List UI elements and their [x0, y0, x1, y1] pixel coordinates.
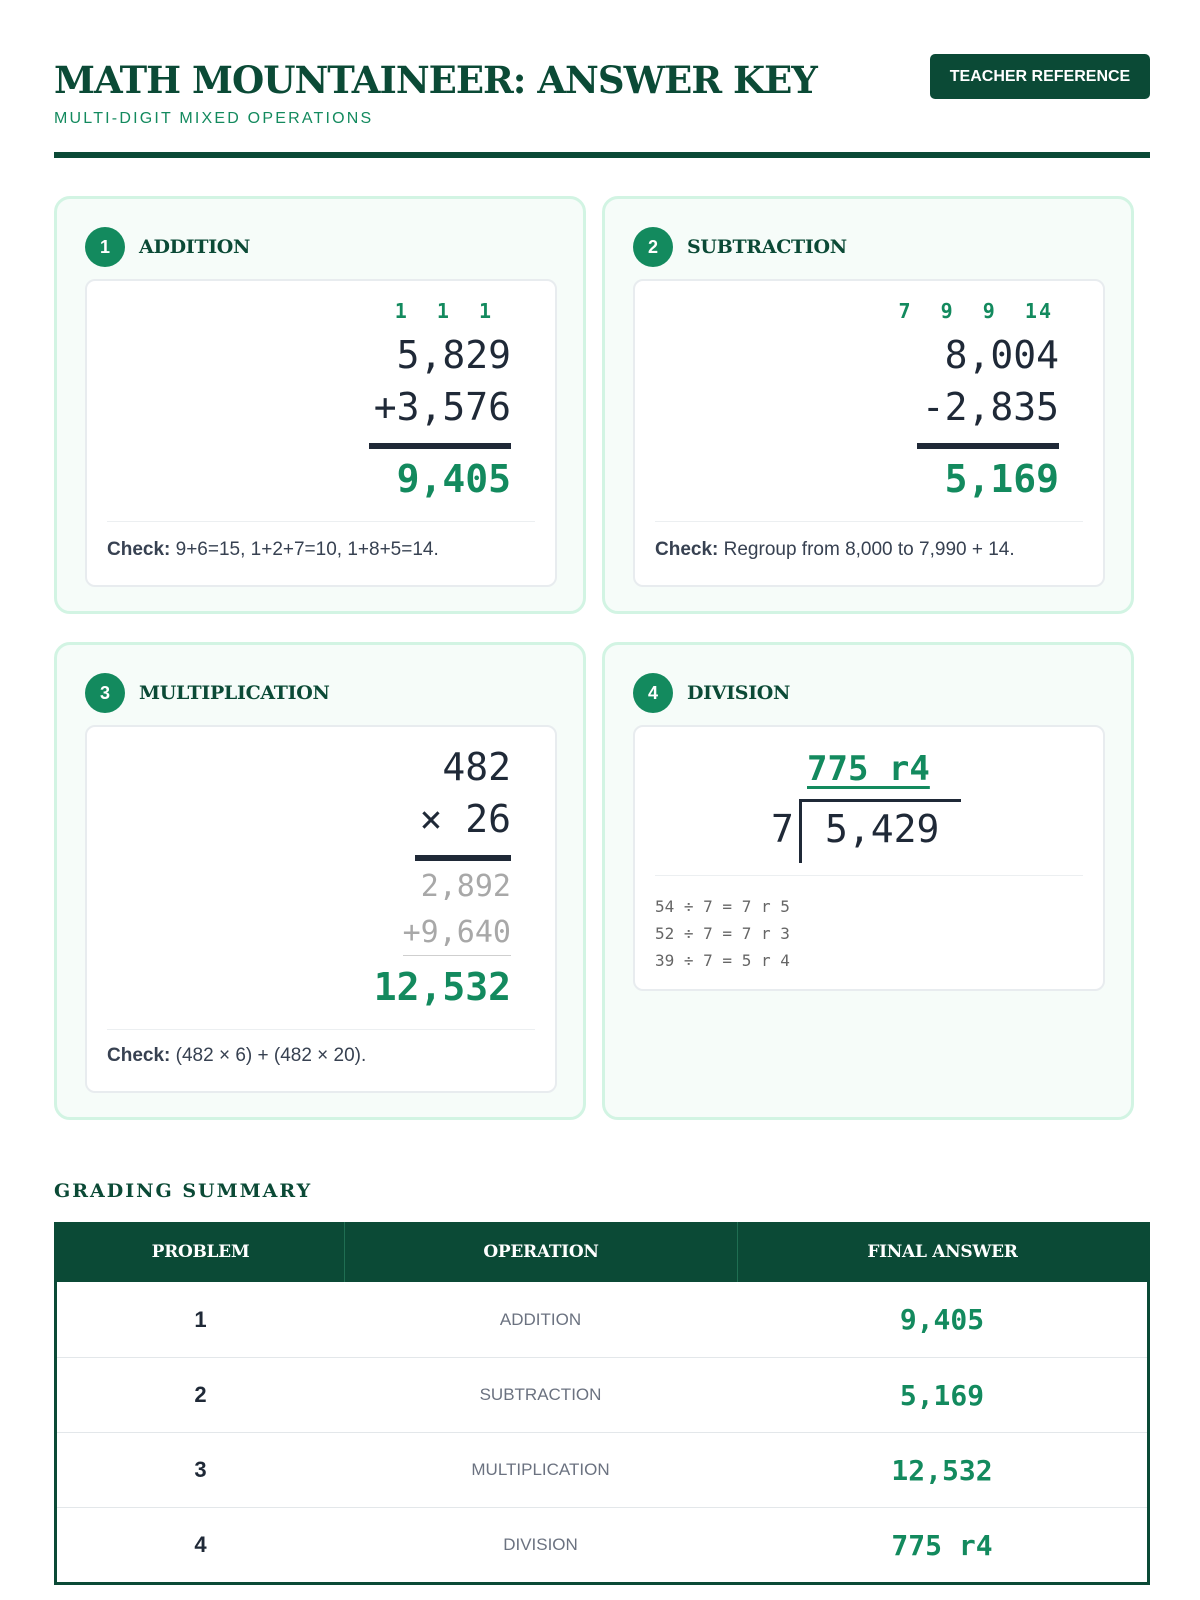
cell-operation: DIVISION [503, 1535, 578, 1554]
product-rule [415, 855, 511, 861]
check-label: Check: [107, 539, 171, 560]
problem-number-badge: 4 [633, 673, 673, 713]
division-bracket-top [799, 799, 961, 802]
check-text: 9+6=15, 1+2+7=10, 1+8+5=14. [170, 539, 439, 560]
quotient: 775 r4 [807, 749, 930, 789]
check-note [655, 539, 1015, 561]
bottom-operand: -2,835 [921, 385, 1059, 429]
division-steps [655, 893, 790, 974]
work-area [85, 279, 557, 587]
cell-final-answer: 775 r4 [891, 1528, 993, 1562]
problem-title: DIVISION [687, 682, 791, 704]
problem-card-subtraction [602, 196, 1134, 614]
cell-operation: ADDITION [499, 1309, 582, 1329]
problem-title: ADDITION [139, 236, 251, 258]
problem-number-badge: 2 [633, 227, 673, 267]
table-row [57, 1507, 1147, 1582]
cell-operation: MULTIPLICATION [471, 1460, 610, 1479]
check-text: (482 × 6) + (482 × 20). [170, 1045, 367, 1066]
answer: 12,532 [373, 965, 511, 1009]
table-row [57, 1282, 1147, 1357]
page-header [54, 0, 1150, 158]
page-subtitle: MULTI-DIGIT MIXED OPERATIONS [54, 110, 374, 127]
table-row [57, 1357, 1147, 1432]
cell-problem: 1 [194, 1306, 207, 1332]
check-note [107, 1045, 366, 1067]
grading-summary-title: GRADING SUMMARY [54, 1180, 313, 1202]
partial-rule [403, 955, 511, 956]
cell-problem: 2 [194, 1382, 207, 1407]
work-area [85, 725, 557, 1093]
cell-operation: SUBTRACTION [479, 1385, 602, 1404]
grading-summary-table [54, 1222, 1150, 1585]
cell-final-answer: 9,405 [899, 1303, 985, 1336]
division-bracket-side [799, 801, 802, 863]
answer-key-page [54, 0, 1150, 1562]
column-header-final-answer: FINAL ANSWER [737, 1222, 1147, 1282]
partial-product-2: +9,640 [402, 915, 511, 950]
header-divider [54, 152, 1150, 158]
divider [655, 875, 1083, 876]
check-label: Check: [107, 1045, 171, 1066]
problem-card-division [602, 642, 1134, 1120]
answer: 5,169 [944, 457, 1059, 501]
problem-number-badge: 1 [85, 227, 125, 267]
cell-problem: 3 [194, 1457, 207, 1482]
check-note [107, 539, 439, 561]
borrow-digits: 7 9 9 14 [898, 299, 1053, 323]
work-area [633, 725, 1105, 991]
check-label: Check: [655, 539, 719, 560]
column-header-operation: OPERATION [344, 1222, 737, 1282]
sum-rule [369, 443, 511, 449]
problem-card-multiplication [54, 642, 586, 1120]
table-row [57, 1432, 1147, 1507]
answer: 9,405 [396, 457, 511, 501]
cell-final-answer: 12,532 [891, 1453, 993, 1487]
division-step: 39 ÷ 7 = 5 r 4 [655, 951, 790, 970]
problem-title: MULTIPLICATION [139, 682, 330, 704]
teacher-reference-badge: TEACHER REFERENCE [930, 54, 1150, 99]
table-header [57, 1222, 1147, 1282]
work-area [633, 279, 1105, 587]
difference-rule [917, 443, 1059, 449]
cell-final-answer: 5,169 [899, 1378, 985, 1412]
top-operand: 5,829 [396, 333, 511, 377]
bottom-operand: +3,576 [373, 385, 511, 429]
carry-digits: 1 1 1 [394, 299, 493, 323]
top-operand: 482 [442, 745, 511, 789]
divider [655, 521, 1083, 522]
cell-problem: 4 [194, 1532, 207, 1557]
bottom-operand: × 26 [419, 797, 511, 841]
problem-number-badge: 3 [85, 673, 125, 713]
top-operand: 8,004 [944, 333, 1059, 377]
partial-product-1: 2,892 [420, 869, 511, 904]
column-header-problem: PROBLEM [151, 1242, 250, 1262]
divider [107, 521, 535, 522]
problem-title: SUBTRACTION [687, 236, 847, 258]
divisor: 7 [771, 807, 794, 851]
division-step: 52 ÷ 7 = 7 r 3 [655, 924, 790, 943]
dividend: 5,429 [825, 807, 940, 851]
page-title: MATH MOUNTAINEER: ANSWER KEY [54, 58, 817, 102]
problem-card-addition [54, 196, 586, 614]
division-step: 54 ÷ 7 = 7 r 5 [655, 897, 790, 916]
check-text: Regroup from 8,000 to 7,990 + 14. [718, 539, 1015, 560]
divider [107, 1029, 535, 1030]
